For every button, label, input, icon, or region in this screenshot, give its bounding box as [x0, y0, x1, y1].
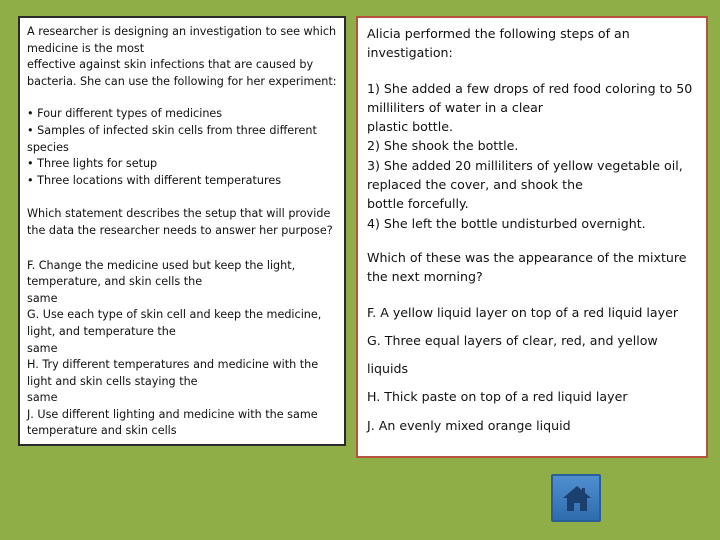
- intro-line: Alicia performed the following steps of an: [367, 26, 630, 41]
- bullet-line: • Three locations with different temperatures: [27, 173, 282, 187]
- question-panel-right: [356, 16, 708, 458]
- answer-line: F. Change the medicine used but keep the light,: [27, 258, 296, 272]
- home-icon: [561, 483, 593, 515]
- answer-line: same: [27, 291, 58, 305]
- answer-line: temperature, and skin cells the: [27, 275, 203, 289]
- intro-line: bacteria. She can use the following for her experiment:: [27, 74, 337, 88]
- bullet-line: • Three lights for setup: [27, 157, 158, 171]
- home-button[interactable]: [551, 474, 601, 522]
- bullet-line: species: [27, 140, 69, 154]
- answer-line: H. Try different temperatures and medicine with the: [27, 358, 319, 372]
- bullet-line: • Four different types of medicines: [27, 107, 223, 121]
- question-line: the data the researcher needs to answer her purpose?: [27, 223, 333, 237]
- intro-line: medicine is the most: [27, 41, 145, 55]
- choice-g-continued: liquids: [367, 361, 409, 377]
- bullet-line: • Samples of infected skin cells from three different: [27, 123, 317, 137]
- intro-line: investigation:: [367, 45, 453, 61]
- step-line: 4) She left the bottle undisturbed overnight.: [367, 215, 646, 231]
- question-line: the next morning?: [367, 269, 483, 285]
- question-line: Which of these was the appearance of the mixture: [367, 249, 687, 265]
- intro-line: effective against skin infections that are caused by: [27, 58, 314, 72]
- step-line: 1) She added a few drops of red food coloring to 50: [367, 80, 693, 96]
- question-panel-left: [18, 16, 346, 446]
- step-line: 2) She shook the bottle.: [367, 138, 519, 154]
- answer-line: same: [27, 341, 58, 355]
- answer-line: G. Use each type of skin cell and keep the medicine,: [27, 308, 322, 322]
- answer-line: light, and temperature the: [27, 324, 176, 338]
- choice-j: J. An evenly mixed orange liquid: [367, 417, 571, 433]
- answer-line: J. Use different lighting and medicine with the same: [27, 407, 318, 421]
- choice-h: H. Thick paste on top of a red liquid layer: [367, 389, 628, 405]
- answer-line: temperature and skin cells: [27, 424, 177, 438]
- step-line: replaced the cover, and shook the: [367, 177, 583, 193]
- step-line: 3) She added 20 milliliters of yellow vegetable oil,: [367, 157, 683, 173]
- step-line: milliliters of water in a clear: [367, 99, 543, 115]
- question-line: Which statement describes the setup that will provide: [27, 207, 331, 221]
- intro-line: A researcher is designing an investigation to see which: [27, 25, 337, 38]
- choice-f: F. A yellow liquid layer on top of a red liquid layer: [367, 304, 679, 320]
- choice-g: G. Three equal layers of clear, red, and yellow: [367, 332, 658, 348]
- step-line: plastic bottle.: [367, 119, 453, 135]
- step-line: bottle forcefully.: [367, 196, 469, 212]
- answer-line: light and skin cells staying the: [27, 374, 198, 388]
- answer-line: same: [27, 391, 58, 405]
